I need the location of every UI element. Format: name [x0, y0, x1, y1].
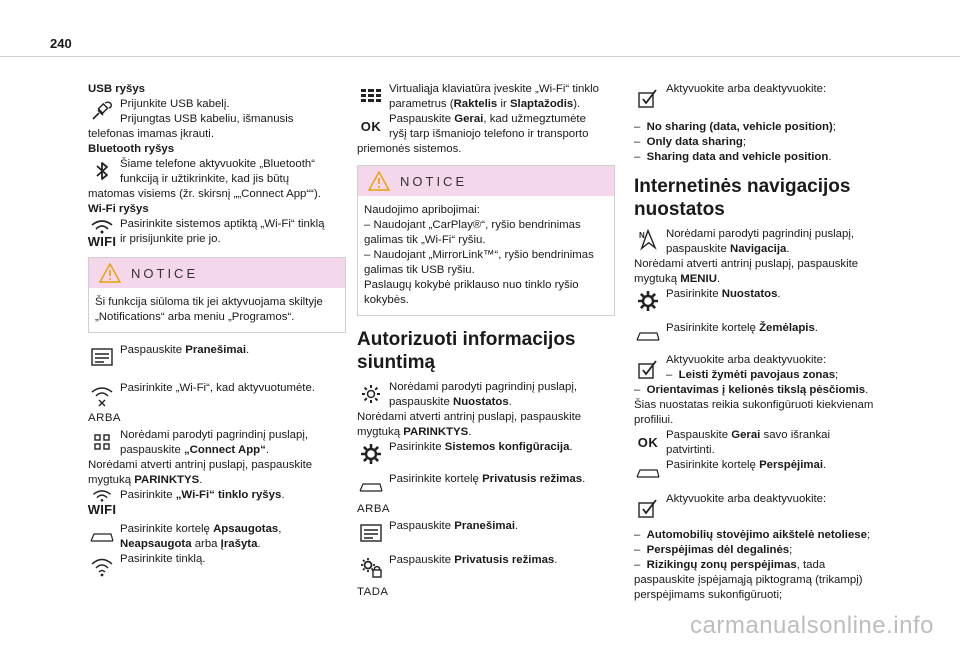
step-settings-line-2: paspauskite Nuostatos.: [389, 396, 512, 408]
settings-gear-icon: [634, 287, 662, 315]
usb-instruction: [88, 97, 346, 127]
activate-map-options: [634, 353, 892, 383]
keyboard-line-2: parametrus (Raktelis ir Slaptažodis).: [389, 98, 581, 110]
wifi-line-1: Pasirinkite sistemos aptiktą „Wi-Fi“ tinklą: [120, 218, 325, 230]
wifi-line-2: ir prisijunkite prie jo.: [120, 233, 221, 245]
risk-zones-line-2: paspauskite įspėjamąją piktogramą (trikampį): [634, 574, 863, 586]
step-private-mode: [357, 553, 615, 583]
checkbox-icon: [634, 82, 662, 110]
wifi-icon: [88, 488, 116, 518]
ok-line-2: patvirtinti.: [666, 444, 715, 456]
step-settings-line-1: Norėdami parodyti pagrindinį puslapį,: [389, 381, 578, 393]
header-divider: [0, 56, 960, 57]
step-private-tab-text: Pasirinkite kortelę Privatusis režimas.: [389, 473, 586, 485]
wifi-heading: Wi-Fi ryšys: [88, 203, 149, 215]
step-system-config: [357, 440, 615, 468]
column-2: [357, 82, 615, 602]
step-wifi-activate: [88, 381, 346, 409]
step-select-network: [88, 552, 346, 580]
step-connect-app: [88, 428, 346, 458]
step-wifi-connection-text: Pasirinkite „Wi-Fi“ tinklo ryšys.: [120, 489, 285, 501]
ok-confirm: [634, 428, 892, 458]
bluetooth-heading: Bluetooth ryšys: [88, 143, 175, 155]
step-system-config-text: Pasirinkite Sistemos konfigūracija.: [389, 441, 573, 453]
step-menu-line-1: Norėdami atverti antrinį puslapį, paspauskite: [634, 258, 859, 270]
step-alerts-tab-text: Pasirinkite kortelę Perspėjimai.: [666, 459, 827, 471]
settings-gear-icon: [357, 380, 385, 408]
notice-header: [89, 258, 345, 288]
notifications-list-icon: [357, 519, 385, 547]
step-tab-select: [88, 522, 346, 552]
step-private-tab: [357, 472, 615, 500]
option-parking: – Automobilių stovėjimo aikštelė netoliese;: [634, 529, 871, 541]
step-options-line-2: mygtuką PARINKTYS.: [88, 474, 203, 486]
column-3: [634, 82, 892, 603]
step-wifi-activate-text: Pasirinkite „Wi-Fi“, kad aktyvuotumėte.: [120, 382, 315, 394]
keyboard-line-1: Virtualiąja klaviatūra įveskite „Wi-Fi“ tinklo: [389, 83, 599, 95]
activate-text: Aktyvuokite arba deaktyvuokite:: [666, 354, 827, 366]
step-nav-settings: [634, 287, 892, 315]
option-data-sharing: – Only data sharing;: [634, 136, 747, 148]
step-notifications-text: Paspauskite Pranešimai.: [120, 344, 250, 356]
warning-triangle-icon: [99, 263, 121, 283]
risk-zones-line-3: perspėjimams sukonfigūruoti;: [634, 589, 783, 601]
usb-line-1: Prijunkite USB kabelį.: [120, 98, 230, 110]
notice-title: NOTICE: [131, 265, 199, 281]
usb-cable-icon: [88, 97, 116, 125]
keyboard-icon: [357, 82, 385, 110]
activate-text: Aktyvuokite arba deaktyvuokite:: [666, 493, 827, 505]
or-label: ARBA: [88, 412, 122, 424]
wifi-icon: [88, 217, 116, 251]
then-label: TADA: [357, 586, 389, 598]
checkbox-icon: [634, 492, 662, 520]
tab-icon: [634, 458, 662, 486]
step-menu-line-2: mygtuką MENIU.: [634, 273, 721, 285]
bt-line-2: funkciją ir užtikrinkite, kad jis būtų: [120, 173, 290, 185]
step-connect-line-2: paspauskite „Connect App“.: [120, 444, 269, 456]
notice-box: [88, 257, 346, 333]
privacy-icon: [357, 553, 385, 581]
ok-button-icon: [634, 428, 662, 456]
keyboard-instruction: [357, 82, 615, 112]
step-tab-line-2: Neapsaugota arba Įrašyta.: [120, 538, 261, 550]
ok-line-3: priemonės sistemos.: [357, 143, 462, 155]
step-wifi-connection: [88, 488, 346, 518]
ok-button-icon: [357, 112, 385, 140]
or-label: ARBA: [357, 503, 391, 515]
wifi-logo-text: WIFI: [87, 501, 117, 517]
activate-text: Aktyvuokite arba deaktyvuokite:: [666, 83, 827, 95]
step-settings: [357, 380, 615, 410]
notice-body: [358, 196, 614, 315]
step-private-mode-text: Paspauskite Privatusis režimas.: [389, 554, 558, 566]
option-walking: – Orientavimas į kelionės tikslą pėsčiomis.: [634, 384, 869, 396]
step-map-tab-text: Pasirinkite kortelę Žemėlapis.: [666, 322, 818, 334]
profile-note-line-1: Šias nuostatas reikia sukonfigūruoti kiekvienam: [634, 399, 874, 411]
step-options-line-2: mygtuką PARINKTYS.: [357, 426, 472, 438]
bt-line-1: Šiame telefone aktyvuokite „Bluetooth“: [120, 158, 316, 170]
bluetooth-icon: [88, 157, 116, 185]
apps-grid-icon: [88, 428, 116, 456]
notice-body: Ši funkcija siūloma tik jei aktyvuojama skiltyje „Notifications“ arba meniu „Programos“.: [95, 296, 323, 323]
notice-line-2: – Naudojant „CarPlay®“, ryšio bendrinimas galimas tik „Wi-Fi“ ryšiu.: [364, 219, 581, 246]
ok-line-1: Paspauskite Gerai savo išrankai: [666, 429, 830, 441]
step-connect-line-1: Norėdami parodyti pagrindinį puslapį,: [120, 429, 309, 441]
option-fuel-station: – Perspėjimas dėl degalinės;: [634, 544, 793, 556]
wifi-off-icon: [88, 381, 116, 409]
watermark: carmanualsonline.info: [690, 612, 934, 639]
system-gear-icon: [357, 440, 385, 468]
step-select-network-text: Pasirinkite tinklą.: [120, 553, 206, 565]
notice-line-3: – Naudojant „MirrorLink™“, ryšio bendrinimas galimas tik USB ryšiu.: [364, 249, 594, 276]
bluetooth-instruction: [88, 157, 346, 187]
notice-line-1: Naudojimo apribojimai:: [364, 204, 480, 216]
ok-line-2: ryšį tarp išmaniojo telefono ir transporto: [389, 128, 589, 140]
svg-text:N: N: [639, 231, 645, 240]
notice-box-2: [357, 165, 615, 316]
notice-header: [358, 166, 614, 196]
activate-sharing: [634, 82, 892, 114]
step-options-line-1: Norėdami atverti antrinį puslapį, paspauskite: [357, 411, 582, 423]
navigation-arrow-icon: [634, 227, 662, 255]
tab-icon: [357, 472, 385, 500]
step-alerts-tab: [634, 458, 892, 486]
activate-alerts: [634, 492, 892, 520]
step-nav-line-1: Norėdami parodyti pagrindinį puslapį,: [666, 228, 855, 240]
page-number: 240: [50, 36, 72, 51]
profile-note-line-2: profiliui.: [634, 414, 674, 426]
column-1: [88, 82, 346, 580]
ok-label: OK: [637, 434, 659, 450]
step-nav-settings-text: Pasirinkite Nuostatos.: [666, 288, 781, 300]
ok-line-1: Paspauskite Gerai, kad užmegztumėte: [389, 113, 586, 125]
ok-label: OK: [360, 118, 382, 134]
notifications-list-icon: [88, 343, 116, 371]
step-notifications-text: Paspauskite Pranešimai.: [389, 520, 519, 532]
wifi-logo-text: WIFI: [87, 233, 117, 249]
notice-title: NOTICE: [400, 173, 468, 189]
step-notifications: [357, 519, 615, 549]
step-options-line-1: Norėdami atverti antrinį puslapį, paspauskite: [88, 459, 313, 471]
section-heading-sharing: Autorizuoti informacijos siuntimą: [357, 329, 576, 373]
step-nav-line-2: paspauskite Navigacija.: [666, 243, 790, 255]
usb-line-3: telefonas imamas įkrauti.: [88, 128, 214, 140]
option-full-sharing: – Sharing data and vehicle position.: [634, 151, 832, 163]
wifi-instruction: [88, 217, 346, 251]
option-risk-zones: – Rizikingų zonų perspėjimas, tada: [634, 559, 826, 571]
bt-line-3: matomas visiems (žr. skirsnį „„Connect App““).: [88, 188, 321, 200]
wifi-network-icon: [88, 552, 116, 580]
option-danger-zones: – Leisti žymėti pavojaus zonas;: [666, 369, 839, 381]
usb-heading: USB ryšys: [88, 83, 145, 95]
checkbox-icon: [634, 353, 662, 381]
usb-line-2: Prijungtas USB kabeliu, išmanusis: [120, 113, 294, 125]
step-map-tab: [634, 321, 892, 349]
step-tab-line-1: Pasirinkite kortelę Apsaugotas,: [120, 523, 282, 535]
tab-icon: [88, 522, 116, 550]
step-navigation: [634, 227, 892, 257]
ok-instruction: [357, 112, 615, 142]
step-notifications: [88, 343, 346, 373]
option-no-sharing: – No sharing (data, vehicle position);: [634, 121, 836, 133]
notice-line-4: Paslaugų kokybė priklauso nuo tinklo ryšio kokybės.: [364, 279, 579, 306]
section-heading-navigation: Internetinės navigacijos nuostatos: [634, 176, 851, 220]
warning-triangle-icon: [368, 171, 390, 191]
tab-icon: [634, 321, 662, 349]
